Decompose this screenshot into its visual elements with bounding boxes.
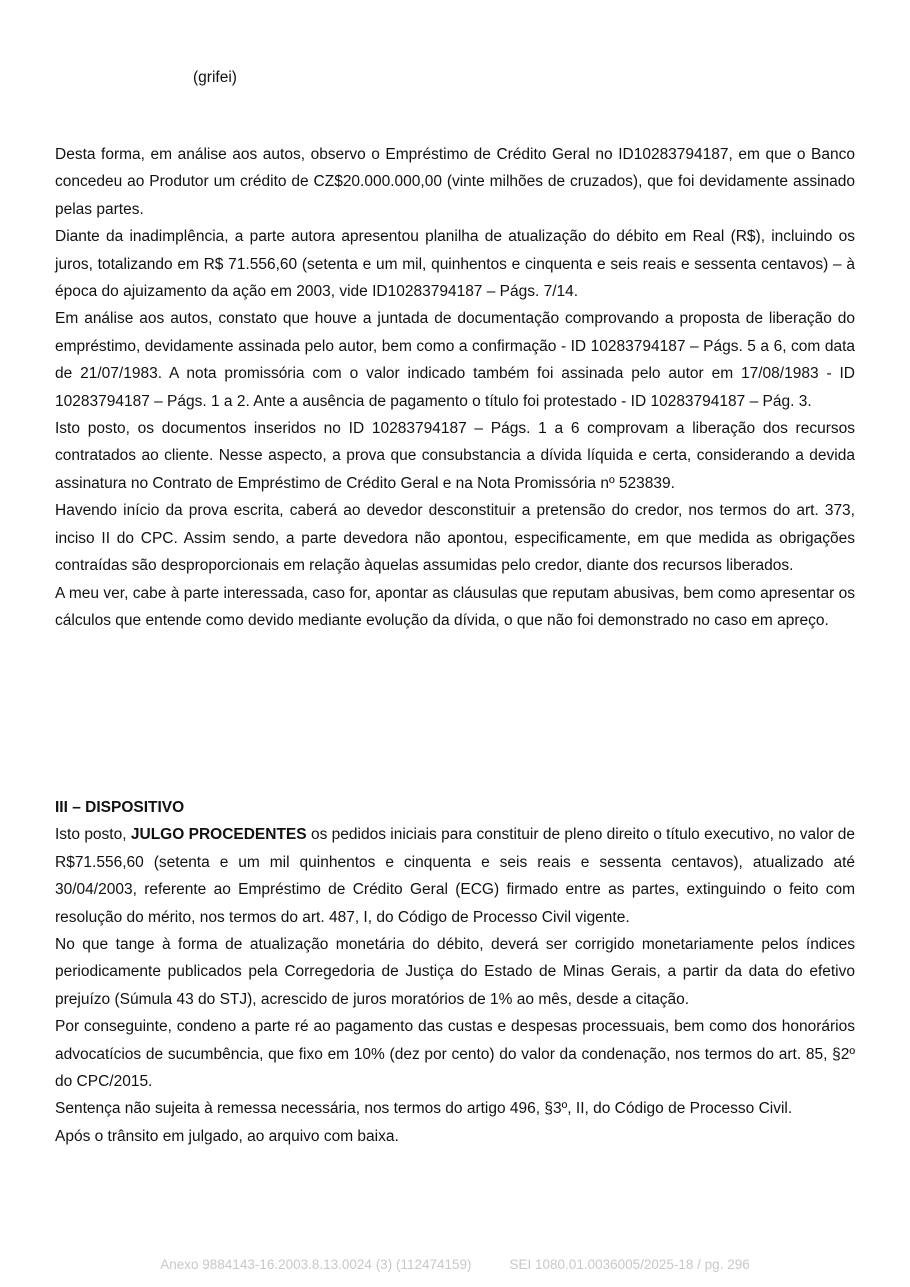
paragraph: Isto posto, os documentos inseridos no ID 10283794187 – Págs. 1 a 6 comprovam a liberação dos recursos contratados ao cliente. Nesse aspecto, a prova que consubstancia a dívida líquida e certa, considerando a devida assinatura no Contrato de Empréstimo de Crédito Geral e na Nota Promissória nº 523839.: [55, 420, 855, 492]
grifei-note: (grifei): [193, 69, 237, 86]
paragraph: No que tange à forma de atualização monetária do débito, deverá ser corrigido monetariamente pelos índices periodicamente publicados pela Corregedoria de Justiça do Estado de Minas Gerais, a partir da data do efetivo prejuízo (Súmula 43 do STJ), acrescido de juros moratórios de 1% ao mês, desde a citação.: [55, 936, 855, 1008]
paragraph: Desta forma, em análise aos autos, observo o Empréstimo de Crédito Geral no ID10283794187, em que o Banco concedeu ao Produtor um crédito de CZ$20.000.000,00 (vinte milhões de cruzados), que foi devidamente assinado pelas partes.: [55, 146, 855, 218]
section-heading: III – DISPOSITIVO: [55, 799, 185, 816]
paragraph: Em análise aos autos, constato que houve a juntada de documentação comprovando a proposta de liberação do empréstimo, devidamente assinada pelo autor, bem como a confirmação - ID 10283794187 – Págs. 5 a 6, com data de 21/07/1983. A nota promissória com o valor indicado também foi assinada pelo autor em 17/08/1983 - ID 10283794187 – Págs. 1 a 2. Ante a ausência de pagamento o título foi protestado - ID 10283794187 – Pág. 3.: [55, 310, 855, 410]
dispositivo-rest: os pedidos iniciais para constituir de pleno direito o título executivo, no valor de R$71.556,60 (setenta e um mil quinhentos e cinquenta e seis reais e sessenta centavos), atualizado até 30/04/2003, referente ao Empréstimo de Crédito Geral (ECG) firmado entre as partes, extinguindo o feito com resolução do mérito, nos termos do art. 487, I, do Código de Processo Civil vigente.: [55, 826, 855, 926]
analysis-section: [55, 141, 855, 634]
dispositivo-lead: Isto posto,: [55, 826, 131, 844]
paragraph: Diante da inadimplência, a parte autora apresentou planilha de atualização do débito em Real (R$), incluindo os juros, totalizando em R$ 71.556,60 (setenta e um mil, quinhentos e cinquenta e seis reais e sessenta centavos) – à época do ajuizamento da ação em 2003, vide ID10283794187 – Págs. 7/14.: [55, 228, 855, 301]
dispositivo-section: [55, 794, 855, 1150]
paragraph: Havendo início da prova escrita, caberá ao devedor desconstituir a pretensão do credor, nos termos do art. 373, inciso II do CPC. Assim sendo, a parte devedora não apontou, especificamente, em que medida as obrigações contraídas são desproporcionais em relação àquelas assumidas pelo credor, diante dos recursos liberados.: [55, 502, 855, 575]
paragraph: Sentença não sujeita à remessa necessária, nos termos do artigo 496, §3º, II, do Código de Processo Civil.: [55, 1100, 793, 1118]
paragraph: A meu ver, cabe à parte interessada, caso for, apontar as cláusulas que reputam abusivas, bem como apresentar os cálculos que entende como devido mediante evolução da dívida, o que não foi demonstrado no caso em apreço.: [55, 584, 855, 629]
dispositivo-paragraph: [55, 821, 855, 931]
paragraph: Por conseguinte, condeno a parte ré ao pagamento das custas e despesas processuais, bem como dos honorários advocatícios de sucumbência, que fixo em 10% (dez por cento) do valor da condenação, nos termos do art. 85, §2º do CPC/2015.: [55, 1018, 855, 1091]
page-footer: [0, 1256, 910, 1274]
paragraph: Após o trânsito em julgado, ao arquivo com baixa.: [55, 1127, 399, 1145]
dispositivo-bold: JULGO PROCEDENTES: [130, 826, 307, 844]
footer-sei: SEI 1080.01.0036005/2025-18 / pg. 296: [509, 1257, 750, 1272]
footer-annex: Anexo 9884143-16.2003.8.13.0024 (3) (112474159): [160, 1257, 472, 1272]
